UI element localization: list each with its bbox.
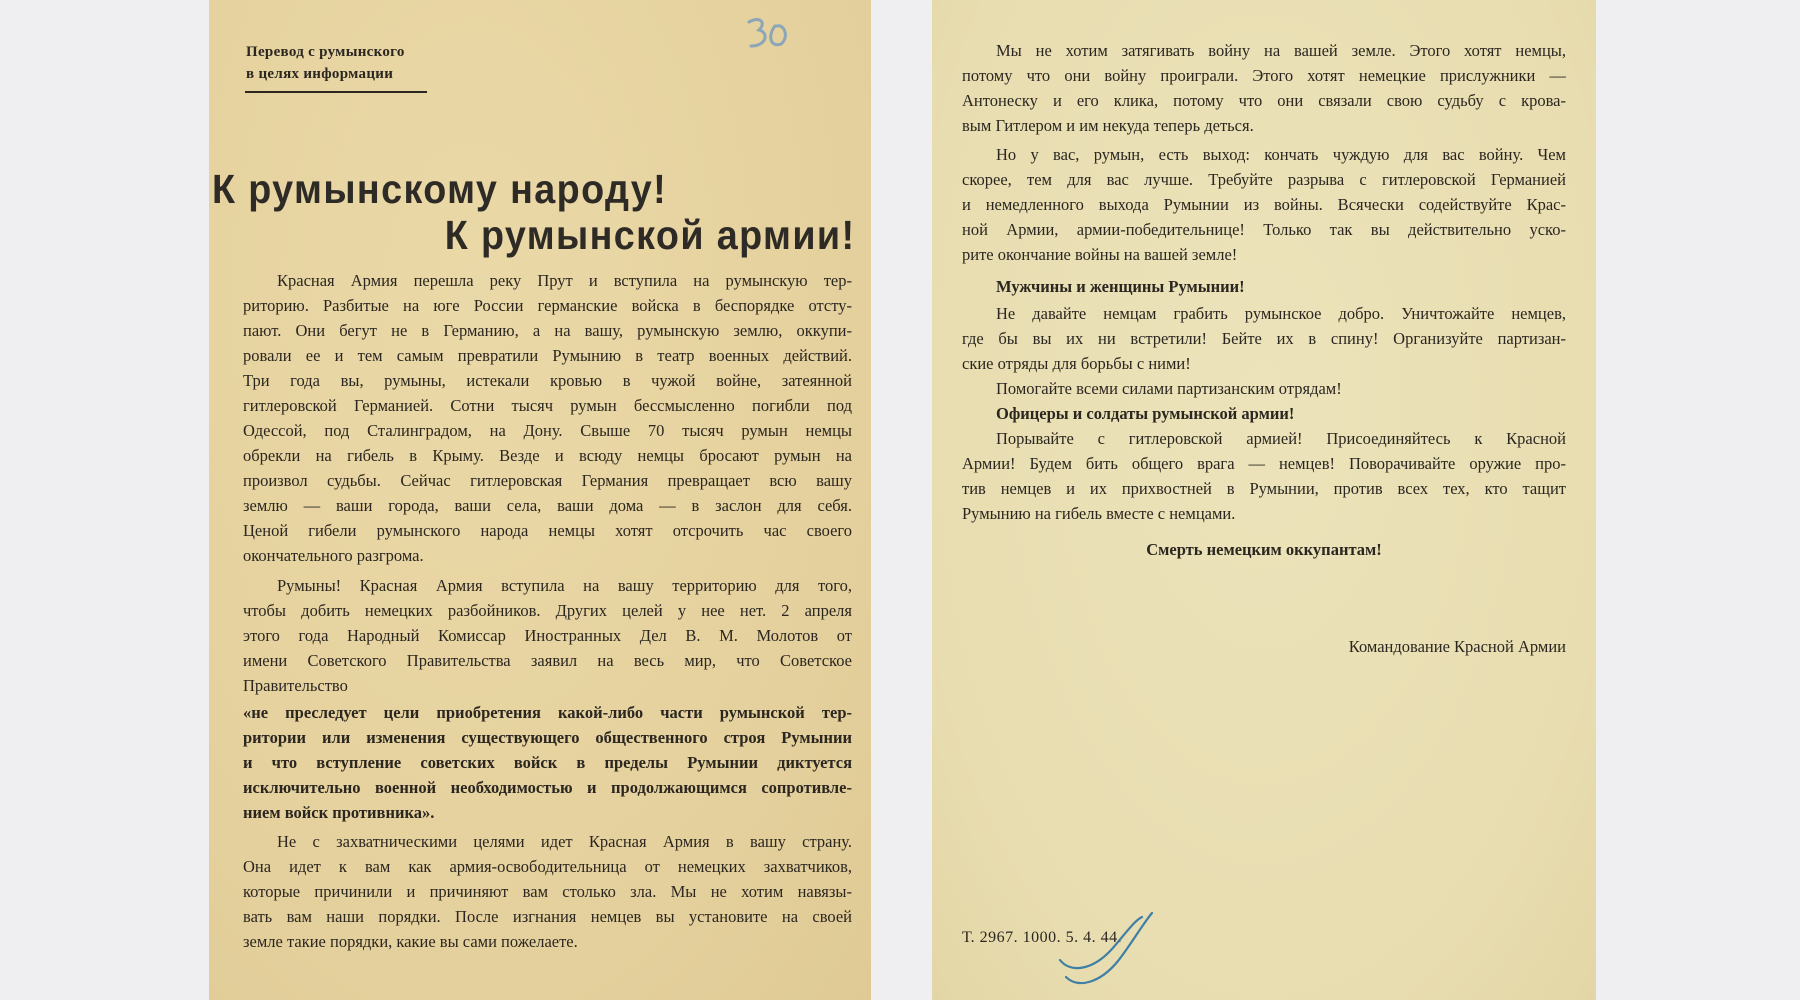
slogan xyxy=(962,537,1566,562)
paragraph xyxy=(962,426,1566,526)
text-line: Антонеску и его клика, потому что они связали свою судьбу с крова- xyxy=(962,91,1566,110)
text-line: «не преследует цели приобретения какой-либо части румынской тер- xyxy=(243,703,852,722)
text-line: Порывайте с гитлеровской армией! Присоединяйтесь к Красной xyxy=(996,429,1566,448)
text-line: Она идет к вам как армия-освободительница от немецких захватчиков, xyxy=(243,857,852,876)
text-line: имени Советского Правительства заявил на весь мир, что Советское xyxy=(243,651,852,670)
paragraph xyxy=(243,700,852,825)
text-line: где бы вы их ни встретили! Бейте их в спину! Организуйте партизан- xyxy=(962,329,1566,348)
text-line: произвол судьбы. Сейчас гитлеровская Германия превращает всю вашу xyxy=(243,471,852,490)
text-line: пают. Они бегут не в Германию, а на вашу, румынскую землю, оккупи- xyxy=(243,321,852,340)
paragraph xyxy=(243,268,852,568)
text-line: скорее, тем для вас лучше. Требуйте разрыва с гитлеровской Германией xyxy=(962,170,1566,189)
text-line: Помогайте всеми силами партизанским отрядам! xyxy=(996,379,1342,398)
text-line: ровали ее и тем самым превратили Румынию в театр военных действий. xyxy=(243,346,852,365)
title-line2: К румынской армии! xyxy=(444,212,855,258)
text-line: земле такие порядки, какие вы сами пожелаете. xyxy=(243,932,578,951)
right-page xyxy=(932,0,1596,1000)
paragraph xyxy=(962,301,1566,376)
text-line: Правительство xyxy=(243,676,348,695)
text-line: Румыны! Красная Армия вступила на вашу территорию для того, xyxy=(277,576,852,595)
print-code: Т. 2967. 1000. 5. 4. 44. xyxy=(962,929,1123,946)
text-line: потому что они войну проиграли. Этого хотят немецкие прислужники — xyxy=(962,66,1566,85)
translation-note-line2: в целях информации xyxy=(246,66,394,82)
text-line: тив немцев и их прихвостней в Румынии, против всех тех, кто тащит xyxy=(962,479,1566,498)
text-line: Но у вас, румын, есть выход: кончать чуждую для вас войну. Чем xyxy=(996,145,1566,164)
text-line: ритории или изменения существующего общественного строя Румынии xyxy=(243,728,852,747)
text-line: обрекли на гибель в Крыму. Везде и всюду немцы бросают румын на xyxy=(243,446,852,465)
paragraph xyxy=(962,274,1566,299)
paragraph xyxy=(962,401,1566,426)
text-line: которые причинили и причиняют вам столько зла. Мы не хотим навязы- xyxy=(243,882,852,901)
text-line: ной Армии, армии-победительнице! Только так вы действительно уско- xyxy=(962,220,1566,239)
text-line: Румынию на гибель вместе с немцами. xyxy=(962,504,1236,523)
text-line: Не с захватническими целями идет Красная Армия в вашу страну. xyxy=(277,832,852,851)
text-line: Мы не хотим затягивать войну на вашей земле. Этого хотят немцы, xyxy=(996,41,1566,60)
header-underline xyxy=(245,91,427,93)
text-line: гитлеровской Германией. Сотни тысяч румын бессмысленно погибли под xyxy=(243,396,852,415)
pen-checkmark xyxy=(1052,905,1162,995)
translation-note-line1: Перевод с румынского xyxy=(246,44,405,60)
text-line: Красная Армия перешла реку Прут и вступила на румынскую тер- xyxy=(277,271,852,290)
signature xyxy=(962,634,1566,659)
text-line: Одессой, под Сталинградом, на Дону. Свыше 70 тысяч румын немцы xyxy=(243,421,852,440)
text-line: этого года Народный Комиссар Иностранных Дел В. М. Молотов от xyxy=(243,626,852,645)
text-line: Офицеры и солдаты румынской армии! xyxy=(996,404,1295,423)
text-line: Армии! Будем бить общего врага — немцев! Поворачивайте оружие про- xyxy=(962,454,1566,473)
text-line: риторию. Разбитые на юге России германские войска в беспорядке отсту- xyxy=(243,296,852,315)
text-line: ские отряды для борьбы с ними! xyxy=(962,354,1191,373)
paragraph xyxy=(962,376,1566,401)
left-page xyxy=(209,0,871,1000)
signature-text: Командование Красной Армии xyxy=(1348,637,1566,656)
text-line: рите окончание войны на вашей земле! xyxy=(962,245,1238,264)
text-line: вым Гитлером и им некуда теперь деться. xyxy=(962,116,1254,135)
text-line: Мужчины и женщины Румынии! xyxy=(996,277,1245,296)
slogan-text: Смерть немецким оккупантам! xyxy=(1146,540,1382,559)
text-line: окончательного разгрома. xyxy=(243,546,424,565)
text-line: чтобы добить немецких разбойников. Других целей у нее нет. 2 апреля xyxy=(243,601,852,620)
text-line: землю — ваши города, ваши села, ваши дома — в заслон для себя. xyxy=(243,496,852,515)
title-line1: К румынскому народу! xyxy=(212,166,668,212)
text-line: и что вступление советских войск в пределы Румынии диктуется xyxy=(243,753,852,772)
text-line: Три года вы, румыны, истекали кровью в чужой войне, затеянной xyxy=(243,371,852,390)
paragraph xyxy=(962,38,1566,138)
paragraph xyxy=(962,142,1566,267)
text-line: Ценой гибели румынского народа немцы хотят отсрочить час своего xyxy=(243,521,852,540)
text-line: вать вам наши порядки. После изгнания немцев вы установите на своей xyxy=(243,907,852,926)
text-line: нием войск противника». xyxy=(243,803,435,822)
text-line: и немедленного выхода Румынии из войны. Всячески содействуйте Крас- xyxy=(962,195,1566,214)
handwritten-page-number xyxy=(737,10,797,65)
paragraph xyxy=(243,573,852,698)
paragraph xyxy=(243,829,852,954)
text-line: Не давайте немцам грабить румынское добро. Уничтожайте немцев, xyxy=(996,304,1566,323)
text-line: исключительно военной необходимостью и продолжающимся сопротивле- xyxy=(243,778,852,797)
